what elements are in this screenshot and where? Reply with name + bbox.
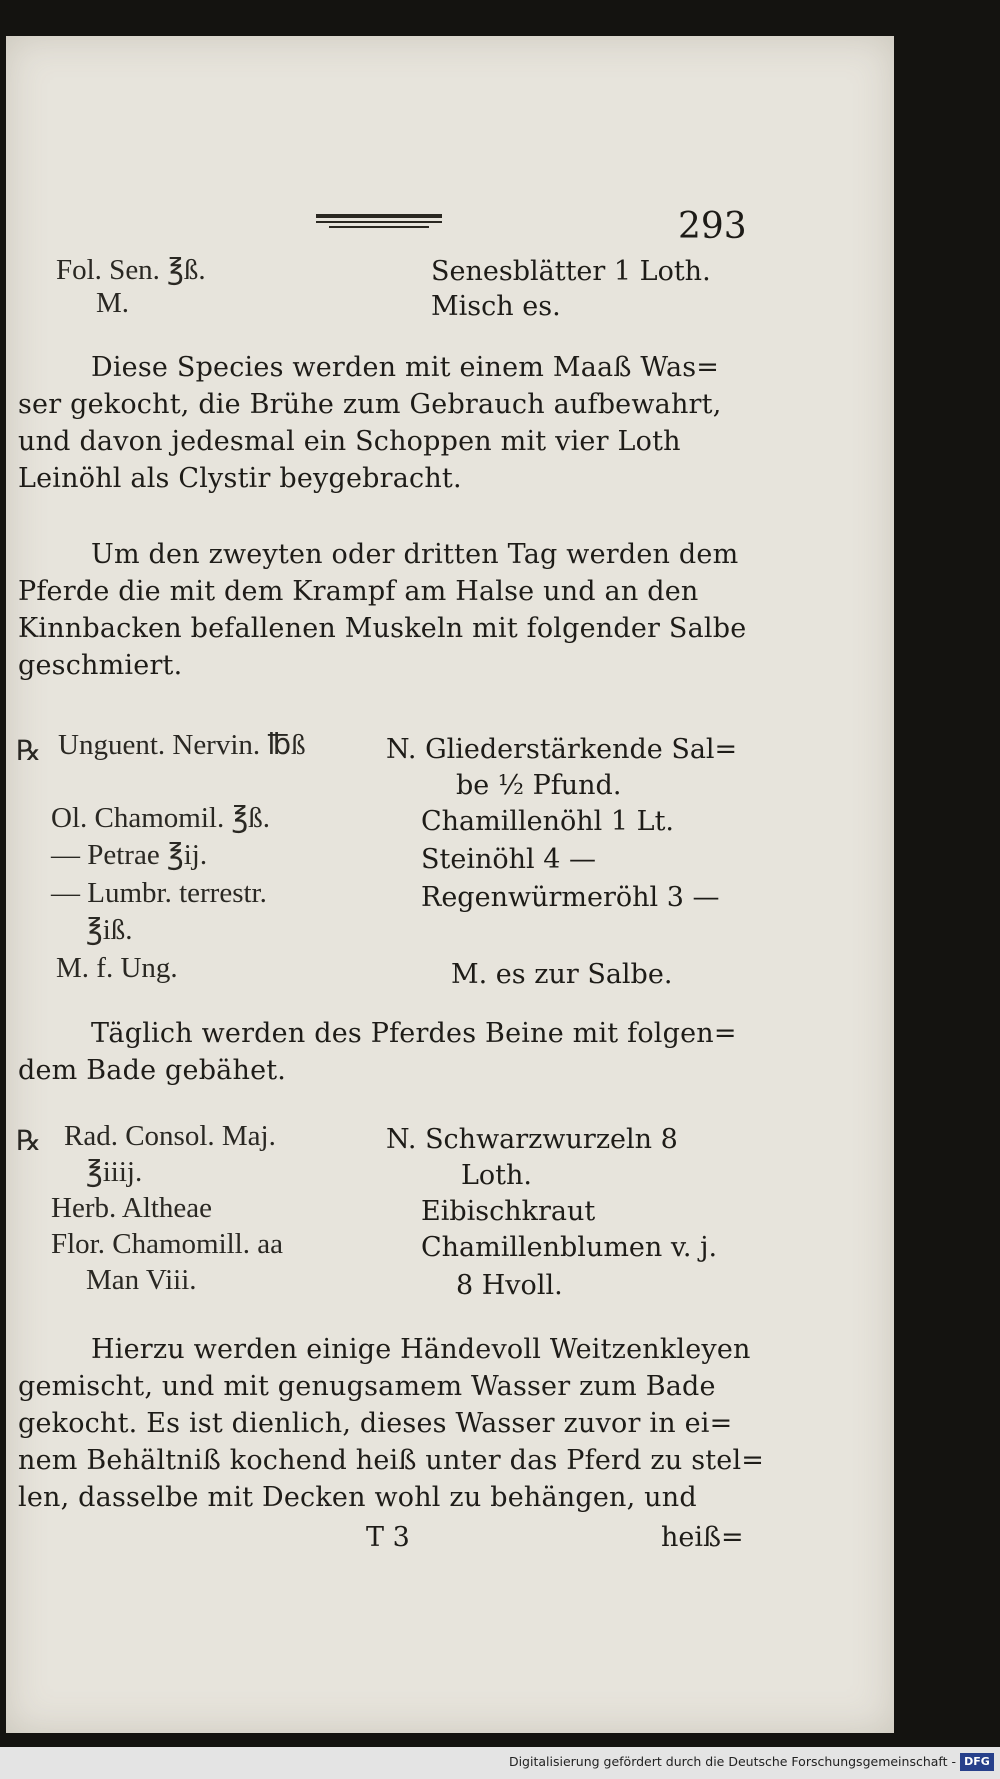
recipe-ingredient-latin: — Petrae ℥ij. bbox=[51, 839, 208, 871]
row-1-right: Senesblätter 1 Loth. bbox=[431, 256, 711, 287]
recipe-ingredient-german: Steinöhl 4 — bbox=[421, 844, 596, 875]
paragraph-line: len, dasselbe mit Decken wohl zu behängen, und bbox=[18, 1482, 697, 1513]
recipe-instruction-latin: M. f. Ung. bbox=[56, 952, 178, 984]
paragraph-line: Pferde die mit dem Krampf am Halse und an den bbox=[18, 576, 699, 607]
header-rule bbox=[316, 214, 442, 228]
paragraph-line: Diese Species werden mit einem Maaß Was= bbox=[91, 352, 720, 383]
paragraph-line: Leinöhl als Clystir beygebracht. bbox=[18, 463, 462, 494]
recipe-ingredient-latin: ℥iiij. bbox=[86, 1156, 143, 1188]
paragraph-line: gekocht. Es ist dienlich, dieses Wasser zuvor in ei= bbox=[18, 1408, 733, 1439]
recipe-ingredient-german: Eibischkraut bbox=[421, 1196, 596, 1227]
recipe-instruction-german: M. es zur Salbe. bbox=[451, 959, 673, 990]
recipe-ingredient-german: be ½ Pfund. bbox=[456, 770, 622, 801]
page-number: 293 bbox=[678, 206, 747, 247]
recipe-ingredient-latin: Man Viii. bbox=[86, 1264, 197, 1296]
catchword: heiß= bbox=[661, 1522, 744, 1553]
row-1-left: Fol. Sen. ℥ß. bbox=[56, 254, 206, 286]
paragraph-line: dem Bade gebähet. bbox=[18, 1055, 287, 1086]
paragraph-line: geschmiert. bbox=[18, 650, 183, 681]
recipe-ingredient-latin: Herb. Altheae bbox=[51, 1192, 213, 1224]
recipe-ingredient-latin: Unguent. Nervin. ℔ß bbox=[58, 729, 306, 761]
paragraph-line: Täglich werden des Pferdes Beine mit folgen= bbox=[91, 1018, 737, 1049]
paragraph-line: Hierzu werden einige Händevoll Weitzenkleyen bbox=[91, 1334, 751, 1365]
recipe-ingredient-german: 8 Hvoll. bbox=[456, 1270, 563, 1301]
recipe-ingredient-latin: ℥iß. bbox=[86, 914, 133, 946]
paragraph-line: Um den zweyten oder dritten Tag werden dem bbox=[91, 539, 739, 570]
scanned-page bbox=[6, 36, 894, 1733]
funding-credit: Digitalisierung gefördert durch die Deutsche Forschungsgemeinschaft - bbox=[508, 1754, 956, 1769]
row-2-right: Misch es. bbox=[431, 291, 561, 322]
recipe-ingredient-latin: Ol. Chamomil. ℥ß. bbox=[51, 802, 270, 834]
recipe-ingredient-latin: — Lumbr. terrestr. bbox=[51, 877, 267, 909]
dfg-logo: DFG bbox=[960, 1753, 994, 1771]
recipe-ingredient-german: Chamillenöhl 1 Lt. bbox=[421, 806, 675, 837]
signature-mark: T 3 bbox=[366, 1522, 410, 1553]
recipe-ingredient-latin: Flor. Chamomill. aa bbox=[51, 1228, 283, 1260]
recipe-ingredient-german: Chamillenblumen v. j. bbox=[421, 1232, 718, 1263]
footer-bar bbox=[0, 1747, 1000, 1779]
paragraph-line: und davon jedesmal ein Schoppen mit vier Loth bbox=[18, 426, 681, 457]
recipe-symbol-icon: ℞ bbox=[16, 736, 42, 767]
paragraph-line: ser gekocht, die Brühe zum Gebrauch aufbewahrt, bbox=[18, 389, 722, 420]
row-2-left: M. bbox=[96, 287, 130, 319]
recipe-ingredient-latin: Rad. Consol. Maj. bbox=[64, 1120, 276, 1152]
recipe-ingredient-german: N. Gliederstärkende Sal= bbox=[386, 734, 738, 765]
recipe-symbol-icon: ℞ bbox=[16, 1126, 42, 1157]
paragraph-line: gemischt, und mit genugsamem Wasser zum Bade bbox=[18, 1371, 716, 1402]
paragraph-line: Kinnbacken befallenen Muskeln mit folgender Salbe bbox=[18, 613, 747, 644]
recipe-ingredient-german: Loth. bbox=[461, 1160, 533, 1191]
recipe-ingredient-german: Regenwürmeröhl 3 — bbox=[421, 882, 720, 913]
recipe-ingredient-german: N. Schwarzwurzeln 8 bbox=[386, 1124, 678, 1155]
paragraph-line: nem Behältniß kochend heiß unter das Pferd zu stel= bbox=[18, 1445, 765, 1476]
